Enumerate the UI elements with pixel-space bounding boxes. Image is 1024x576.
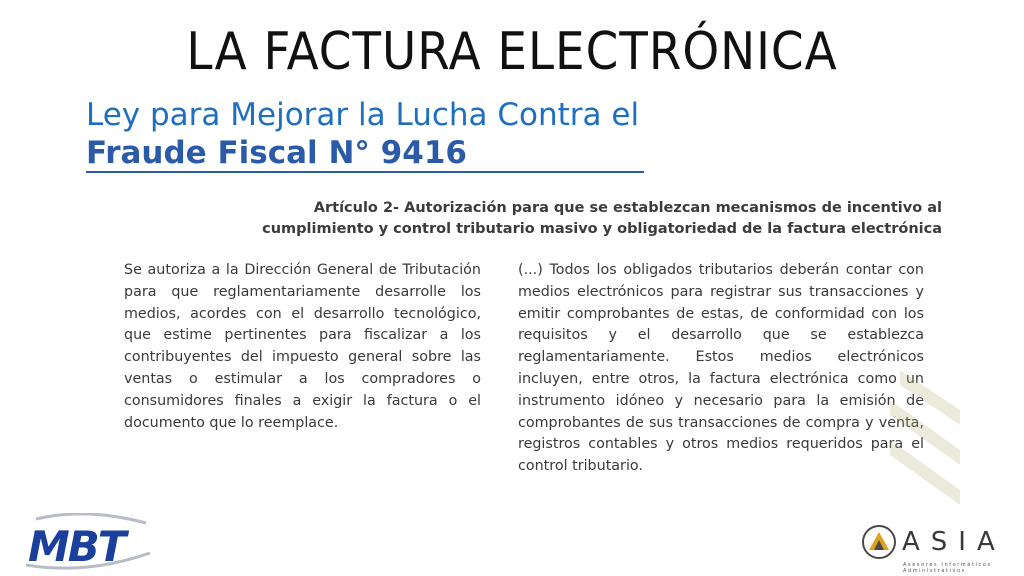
svg-text:MBT: MBT bbox=[28, 522, 125, 571]
law-title-underline bbox=[86, 171, 644, 173]
article-heading-line2: cumplimiento y control tributario masivo y obligatoriedad de la factura electrónica bbox=[262, 221, 942, 237]
article-right-paragraph: (...) Todos los obligados tributarios deberán contar con medios electrónicos para registrar sus transacciones y emitir comprobantes de estas, de conformidad con los requisitos y el desarrollo que se establezca reglamentariamente. Estos medios electrónicos incluyen, entre otros, la factura electrónica como un instrumento idóneo y necesario para la emisión de comprobantes de sus transacciones de compra y venta, registros contables y otros medios requeridos para el control tributario. bbox=[518, 262, 924, 475]
article-heading-line1: Artículo 2- Autorización para que se establezcan mecanismos de incentivo al bbox=[313, 200, 942, 216]
asia-tagline: Asesores Informáticos Administrativos bbox=[903, 562, 992, 574]
asia-emblem-icon bbox=[861, 524, 897, 560]
article-heading bbox=[170, 198, 942, 240]
law-title-line2: Fraude Fiscal N° 9416 bbox=[86, 135, 467, 171]
decorative-stripes bbox=[890, 370, 960, 510]
law-title bbox=[86, 96, 639, 172]
law-title-line1: Ley para Mejorar la Lucha Contra el bbox=[86, 97, 640, 133]
slide-title: LA FACTURA ELECTRÓNICA bbox=[186, 22, 838, 82]
article-left-paragraph: Se autoriza a la Dirección General de Tributación para que reglamentariamente desarrolle los medios, acordes con el desarrollo tecnológico, que estime pertinentes para fiscalizar a los contribuyentes del impuesto general sobre las ventas o estimular a los compradores o consumidores finales a exigir la factura o el documento que lo reemplace. bbox=[124, 262, 481, 431]
asia-wordmark: ASIA bbox=[902, 527, 1006, 557]
mbt-logo bbox=[26, 513, 152, 571]
